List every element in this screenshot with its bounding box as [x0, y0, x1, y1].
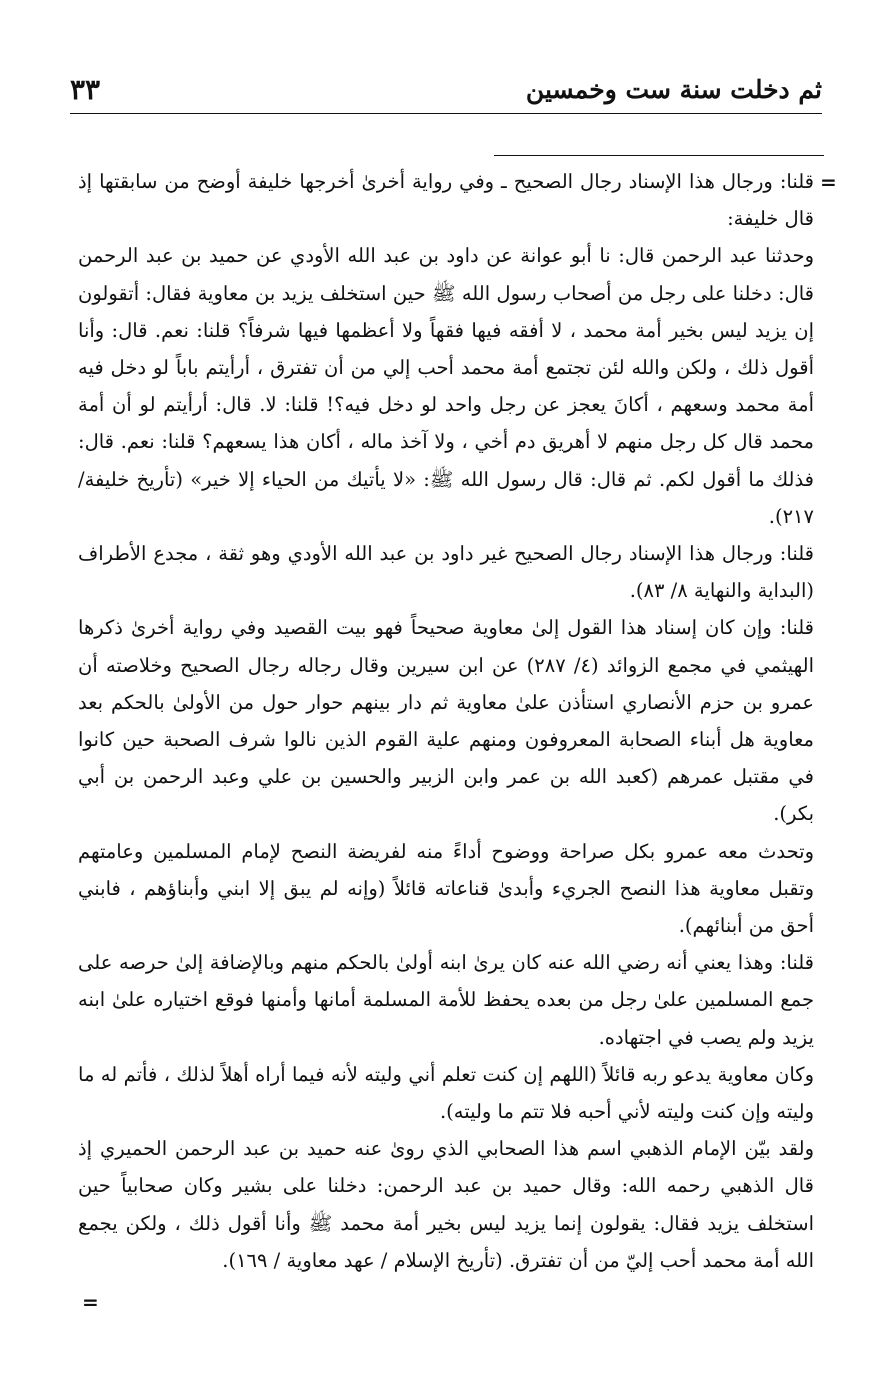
- paragraph-6: قلنا: وهذا يعني أنه رضي الله عنه كان يرىٰ ابنه أولىٰ بالحكم منهم وبالإضافة إلىٰ حرصه على جمع المسلمين علىٰ رجل من بعده يحفظ للأمة المسلمة أمانها وأمنها فوقع اختياره علىٰ ابنه يزيد ولم يصب في اجتهاده.: [78, 951, 814, 1049]
- paragraph-7: وكان معاوية يدعو ربه قائلاً (اللهم إن كنت تعلم أني وليته لأنه فيما أراه أهلاً لذلك ، فأتم له ما وليته وإن كنت وليته لأني أحبه فلا تتم ما وليته).: [78, 1062, 814, 1124]
- paragraph-1: قلنا: ورجال هذا الإسناد رجال الصحيح ـ وفي رواية أخرىٰ أخرجها خليفة أوضح من سابقتها إذ قال خليفة:: [78, 170, 814, 231]
- page-header: [70, 68, 822, 110]
- footnote-separator: [494, 155, 824, 156]
- paragraph-3: قلنا: ورجال هذا الإسناد رجال الصحيح غير داود بن عبد الله الأودي وهو ثقة ، مجدع الأطراف (البداية والنهاية ٨/ ٨٣).: [78, 542, 814, 603]
- paragraph-8: ولقد بيّن الإمام الذهبي اسم هذا الصحابي الذي روىٰ عنه حميد بن عبد الرحمن الحميري إذ قال الذهبي رحمه الله: وقال حميد بن عبد الرحمن: دخلنا على بشير وكان صحابياً حين استخلف يزيد فقال: يقولون إنما يزيد ليس بخير أمة محمد ﷺ وأنا أقول ذلك ، ولكن يجمع الله أمة محمد أحب إليّ من أن تفترق. (تأريخ الإسلام / عهد معاوية / ١٦٩).: [78, 1137, 814, 1272]
- running-title: ثم دخلت سنة ست وخمسين: [525, 74, 822, 104]
- paragraph-5: وتحدث معه عمرو بكل صراحة ووضوح أداءً منه لفريضة النصح لإمام المسلمين وعامتهم وتقبل معاوية هذا النصح الجريء وأبدىٰ قناعاته قائلاً (وإنه لم يبق إلا ابني وأبناؤهم ، فابني أحق من أبنائهم).: [78, 839, 814, 938]
- header-rule: [70, 113, 822, 114]
- footnote-body: [78, 163, 814, 1279]
- paragraph-4: قلنا: وإن كان إسناد هذا القول إلىٰ معاوية صحيحاً فهو بيت القصيد وفي رواية أخرىٰ ذكرها الهيثمي في مجمع الزوائد (٤/ ٢٨٧) عن ابن سيرين وقال رجاله رجال الصحيح وخلاصته أن عمرو بن حزم الأنصاري استأذن علىٰ معاوية ثم دار بينهم حوار حول من الأولىٰ بالحكم بعد معاوية هل أبناء الصحابة المعروفون ومنهم علية القوم الذين نالوا شرف الصحبة حين كانوا في مقتبل عمرهم (كعبد الله بن عمر وابن الزبير والحسين بن علي وعبد الرحمن بن أبي بكر).: [78, 616, 814, 826]
- continuation-mark-top: =: [820, 170, 837, 194]
- continuation-mark-bottom: =: [82, 1290, 99, 1314]
- paragraph-2: وحدثنا عبد الرحمن قال: نا أبو عوانة عن داود بن عبد الله الأودي عن حميد بن عبد الرحمن قال: دخلنا على رجل من أصحاب رسول الله ﷺ حين استخلف يزيد بن معاوية فقال: أتقولون إن يزيد ليس بخير أمة محمد ، لا أفقه فيها فقهاً ولا أعظمها فيها شرفاً؟ قلنا: نعم. قال: وأنا أقول ذلك ، ولكن والله لئن تجتمع أمة محمد أحب إلي من أن تفترق ، أرأيتم باباً لو دخل فيه أمة محمد وسعهم ، أكانَ يعجز عن رجل واحد لو دخل فيه؟! قلنا: لا. قال: أرأيتم لو أن أمة محمد قال كل رجل منهم لا أهريق دم أخي ، ولا آخذ ماله ، أكان هذا يسعهم؟ قلنا: نعم. قال: فذلك ما أقول لكم. ثم قال: قال رسول الله ﷺ: «لا يأتيك من الحياء إلا خير» (تأريخ خليفة/ ٢١٧).: [78, 244, 814, 528]
- page-number: ٣٣: [70, 72, 101, 106]
